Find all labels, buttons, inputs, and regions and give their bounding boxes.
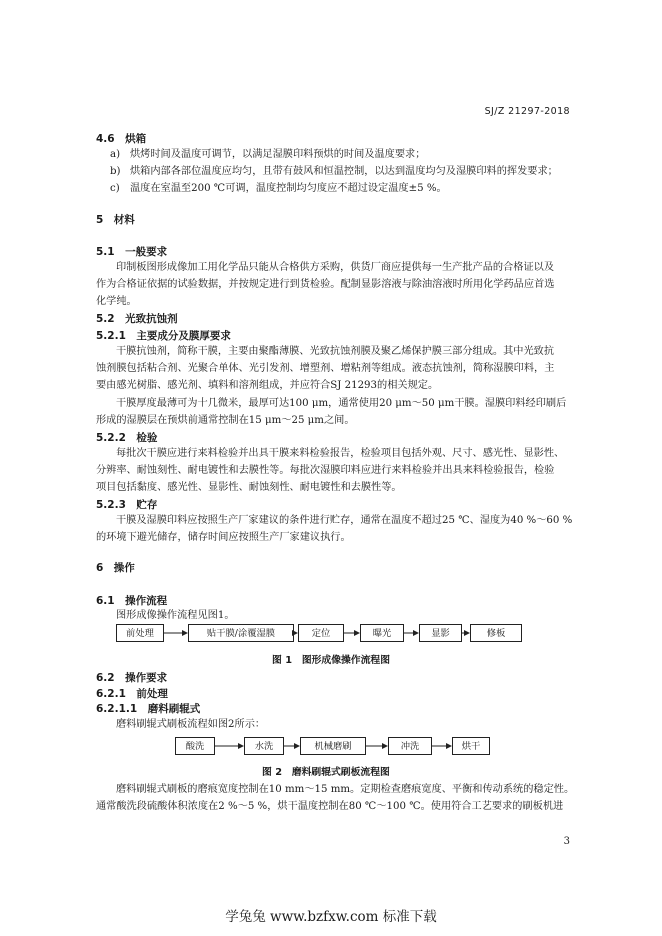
paragraph-line: 分辨率、耐蚀刻性、耐电镀性和去膜性等。每批次湿膜印料应进行来料检验并出具来料检验报告，检验 <box>96 465 555 476</box>
section-6-2-1-1-title: 6.2.1.1 磨料刷辊式 <box>96 703 201 715</box>
flow-step: 前处理 <box>116 624 164 642</box>
paragraph-line: 作为合格证依据的试验数据，并按规定进行到货检验。配制显影溶液与除油溶液时所用化学药品应首选 <box>96 279 555 290</box>
paragraph-line: 通常酸洗段硫酸体积浓度在2 %～5 %，烘干温度控制在80 ℃～100 ℃。使用符合工艺要求的刷板机进 <box>96 801 564 812</box>
paragraph-line: 干膜及湿膜印料应按照生产厂家建议的条件进行贮存，通常在温度不超过25 ℃、湿度为40 %～60 % <box>116 515 573 526</box>
paragraph-line: 磨料刷辊式刷板的磨痕宽度控制在10 mm～15 mm。定期检查磨痕宽度、平衡和传动系统的稳定性。 <box>116 784 575 795</box>
section-5-2-title: 5.2 光致抗蚀剂 <box>96 313 178 325</box>
paragraph-line: 图形成像操作流程见图1。 <box>116 610 235 621</box>
flow-step: 烘干 <box>452 737 490 755</box>
paragraph-line: 干膜厚度最薄可为十几微米，最厚可达100 μm，通常使用20 μm～50 μm干膜。湿膜印料经印刷后 <box>116 398 567 409</box>
section-5-title: 5 材料 <box>96 214 135 226</box>
section-4-6-title: 4.6 烘箱 <box>96 133 147 145</box>
paragraph-line: 蚀剂膜包括粘合剂、光聚合单体、光引发剂、增塑剂、增粘剂等组成。液态抗蚀剂，简称湿膜印料，主 <box>96 363 555 374</box>
item-key: a) <box>110 149 121 160</box>
section-5-2-2-title: 5.2.2 检验 <box>96 432 158 444</box>
item-key: b) <box>110 166 121 177</box>
figure-2-caption: 图 2 磨料刷辊式刷板流程图 <box>262 767 390 778</box>
document-number: SJ/Z 21297-2018 <box>484 106 570 117</box>
section-5-2-3-title: 5.2.3 贮存 <box>96 499 158 511</box>
flow-step: 显影 <box>419 624 462 642</box>
section-5-1-title: 5.1 一般要求 <box>96 246 168 258</box>
paragraph-line: 项目包括黏度、感光性、显影性、耐蚀刻性、耐电镀性和去膜性等。 <box>96 482 402 493</box>
section-6-2-1-title: 6.2.1 前处理 <box>96 688 168 700</box>
flow-step: 水洗 <box>244 737 284 755</box>
flow-step: 酸洗 <box>175 737 215 755</box>
section-6-2-title: 6.2 操作要求 <box>96 672 168 684</box>
flow-step: 修板 <box>470 624 522 642</box>
item-text: 烘箱内部各部位温度应均匀，且带有鼓风和恒温控制，以达到温度均匀及湿膜印料的挥发要求； <box>130 166 558 177</box>
flow-step: 曝光 <box>360 624 404 642</box>
paragraph-line: 每批次干膜应进行来料检验并出具干膜来料检验报告，检验项目包括外观、尺寸、感光性、显影性、 <box>116 448 565 459</box>
paragraph-line: 的环境下避光储存，储存时间应按照生产厂家建议执行。 <box>96 532 351 543</box>
paragraph-line: 化学纯。 <box>96 296 137 307</box>
paragraph-line: 磨料刷辊式刷板流程如图2所示： <box>116 719 266 730</box>
item-key: c) <box>110 183 120 194</box>
figure-1-caption: 图 1 图形成像操作流程图 <box>272 655 390 666</box>
flow-step: 定位 <box>298 624 344 642</box>
footer-watermark: 学兔兔 www.bzfxw.com 标准下载 <box>225 909 437 925</box>
paragraph-line: 干膜抗蚀剂，简称干膜，主要由聚酯薄膜、光致抗蚀剂膜及聚乙烯保护膜三部分组成。其中光致抗 <box>116 346 555 357</box>
paragraph-line: 要由感光树脂、感光剂、填料和溶剂组成，并应符合SJ 21293的相关规定。 <box>96 380 439 391</box>
section-5-2-1-title: 5.2.1 主要成分及膜厚要求 <box>96 330 231 342</box>
page-number: 3 <box>563 836 570 847</box>
flow-step: 贴干膜/涂覆湿膜 <box>188 624 294 642</box>
paragraph-line: 印制板图形成像加工用化学品只能从合格供方采购，供货厂商应提供每一生产批产品的合格证以及 <box>116 262 555 273</box>
section-6-1-title: 6.1 操作流程 <box>96 595 168 607</box>
paragraph-line: 形成的湿膜层在预烘前通常控制在15 μm～25 μm之间。 <box>96 415 355 426</box>
item-text: 烘烤时间及温度可调节，以满足湿膜印料预烘的时间及温度要求； <box>130 149 426 160</box>
flow-step: 机械磨刷 <box>300 737 366 755</box>
item-text: 温度在室温至200 ℃可调，温度控制均匀度应不超过设定温度±5 %。 <box>130 183 447 194</box>
section-6-title: 6 操作 <box>96 562 135 574</box>
flow-step: 冲洗 <box>388 737 432 755</box>
